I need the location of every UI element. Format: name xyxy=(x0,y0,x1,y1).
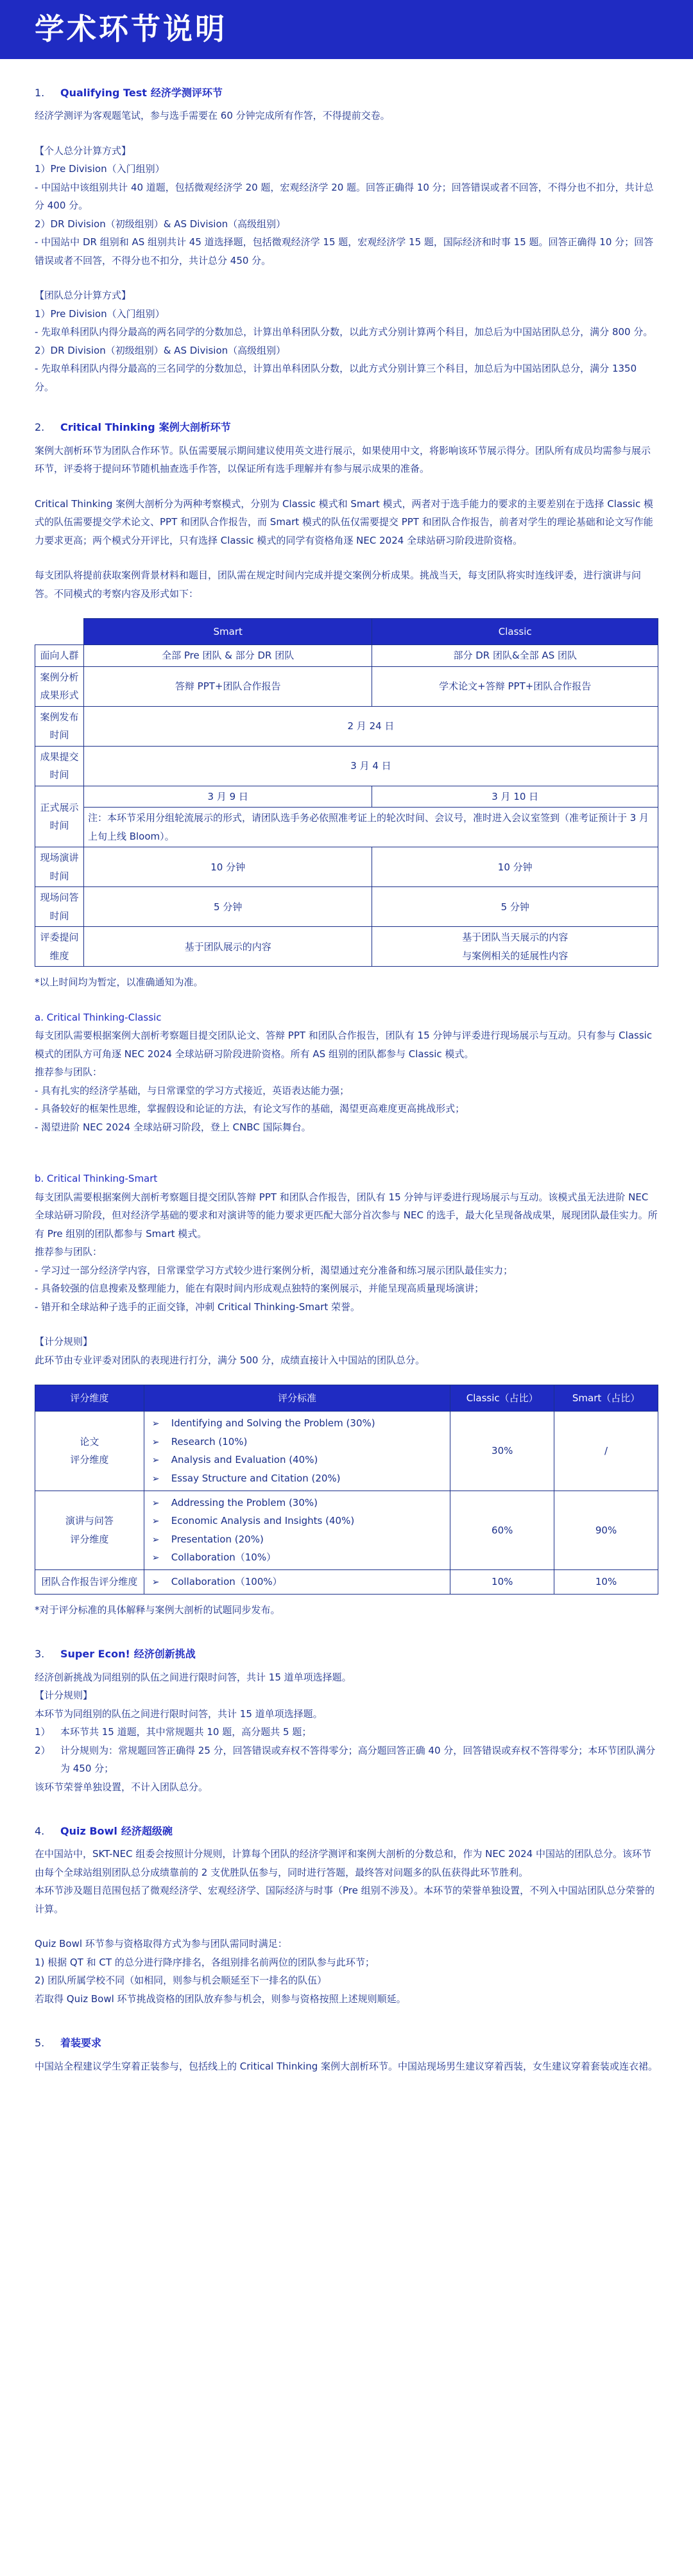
scoring-rules-heading: 【计分规则】 xyxy=(35,1336,93,1348)
deliverable-classic: 学术论文+答辩 PPT+团队合作报告 xyxy=(372,666,658,706)
dimension-presentation: 演讲与问答 评分维度 xyxy=(35,1491,144,1569)
row-label-presentation: 正式展示时间 xyxy=(35,786,84,847)
smart-heading: b. Critical Thinking-Smart xyxy=(35,1173,158,1185)
teamwork-criteria xyxy=(144,1570,450,1595)
individual-pre-division: 1）Pre Division（入门组别） xyxy=(35,163,165,175)
arrow-bullet-icon: ➢ xyxy=(151,1534,160,1545)
ct-mode-table xyxy=(35,618,658,967)
page-title: 学术环节说明 xyxy=(0,0,693,59)
individual-dr-as-desc: - 中国站中 DR 组别和 AS 组别共计 45 道选择题，包括微观经济学 15 题，宏观经济学 15 题，国际经济和时事 15 题。回答正确得 10 分；回答错误或者不回答，不得分也不扣分，共计总分 450 分。 xyxy=(35,236,654,266)
arrow-bullet-icon: ➢ xyxy=(151,1498,160,1508)
arrow-bullet-icon: ➢ xyxy=(151,1553,160,1564)
team-dr-as-desc: - 先取单科团队内得分最高的三名同学的分数加总，计算出单科团队分数，以此方式分别计算三个科目，加总后为中国站团队总分，满分 1350 分。 xyxy=(35,363,637,393)
header-smart-share: Smart（占比） xyxy=(554,1385,658,1412)
classic-rec-2: - 具备较好的框架性思维，掌握假设和论证的方法，有论文写作的基础，渴望更高难度更高挑战形式； xyxy=(35,1103,465,1115)
presentation-criteria xyxy=(144,1491,450,1569)
arrow-bullet-icon: ➢ xyxy=(151,1516,160,1527)
criteria-item: ➢ Analysis and Evaluation (40%) xyxy=(152,1451,443,1469)
teamwork-classic-share: 10% xyxy=(450,1570,554,1595)
row-label-submit: 成果提交时间 xyxy=(35,746,84,786)
criteria-item: ➢ Collaboration（100%） xyxy=(152,1573,443,1591)
row-label-deliverable: 案例分析成果形式 xyxy=(35,666,84,706)
section-3-heading: 3. Super Econ! 经济创新挑战 xyxy=(35,1648,196,1661)
scoring-note: *对于评分标准的具体解释与案例大剖析的试题同步发布。 xyxy=(35,1604,280,1616)
dress-code: 中国站全程建议学生穿着正装参与，包括线上的 Critical Thinking 案例大剖析环节。中国站现场男生建议穿着西装，女生建议穿着套装或连衣裙。 xyxy=(35,2060,658,2072)
question-scope-smart: 基于团队展示的内容 xyxy=(83,927,372,967)
criteria-item: ➢ Research (10%) xyxy=(152,1433,443,1451)
smart-rec-1: - 学习过一部分经济学内容，日常课堂学习方式较少进行案例分析，渴望通过充分准备和练习展示团队最佳实力； xyxy=(35,1264,513,1276)
header-classic: Classic xyxy=(372,619,658,645)
header-classic-share: Classic（占比） xyxy=(450,1385,554,1412)
qb-intro: 在中国站中，SKT-NEC 组委会按照计分规则，计算每个团队的经济学测评和案例大剖析的分数总和，作为 NEC 2024 中国站的团队总分。该环节由每个全球站组别团队总分成绩靠前的 2 支优胜队伍参与，同时进行答题，最终答对问题多的队伍获得此环节胜利。 xyxy=(35,1848,651,1878)
se-rules-desc: 本环节为同组别的队伍之间进行限时问答，共计 15 道单项选择题。 xyxy=(35,1707,323,1720)
section-1-heading: 1. Qualifying Test 经济学测评环节 xyxy=(35,87,223,99)
arrow-bullet-icon: ➢ xyxy=(151,1577,160,1588)
arrow-bullet-icon: ➢ xyxy=(151,1419,160,1430)
scoring-table xyxy=(35,1385,658,1594)
smart-rec-3: - 错开和全球站种子选手的正面交锋，冲刺 Critical Thinking-Smart 荣誉。 xyxy=(35,1301,360,1313)
arrow-bullet-icon: ➢ xyxy=(151,1455,160,1466)
row-label-release: 案例发布时间 xyxy=(35,706,84,746)
dimension-teamwork: 团队合作报告评分维度 xyxy=(35,1570,144,1595)
row-label-question-scope: 评委提问维度 xyxy=(35,927,84,967)
submit-date: 3 月 4 日 xyxy=(83,746,658,786)
team-score-heading: 【团队总分计算方式】 xyxy=(35,290,132,302)
individual-pre-desc: - 中国站中该组别共计 40 道题，包括微观经济学 20 题，宏观经济学 20 题。回答正确得 10 分；回答错误或者不回答，不得分也不扣分，共计总分 400 分。 xyxy=(35,181,654,212)
criteria-item: ➢ Essay Structure and Citation (20%) xyxy=(152,1469,443,1488)
speech-smart: 10 分钟 xyxy=(83,847,372,887)
criteria-item: ➢ Presentation (20%) xyxy=(152,1530,443,1549)
scoring-rules-desc: 此环节由专业评委对团队的表现进行打分，满分 500 分，成绩直接计入中国站的团队总分。 xyxy=(35,1354,425,1366)
se-rule-2: 2） 计分规则为：常规题回答正确得 25 分，回答错误或弃权不答得零分；高分题回答正确 40 分，回答错误或弃权不答得零分；本环节团队满分为 450 分； xyxy=(35,1744,656,1775)
individual-dr-as-division: 2）DR Division（初级组别）& AS Division（高级组别） xyxy=(35,218,286,230)
header-smart: Smart xyxy=(83,619,372,645)
se-rules-heading: 【计分规则】 xyxy=(35,1690,93,1702)
criteria-item: ➢ Economic Analysis and Insights (40%) xyxy=(152,1512,443,1530)
team-dr-as-division: 2）DR Division（初级组别）& AS Division（高级组别） xyxy=(35,344,286,356)
ct-intro: 案例大剖析环节为团队合作环节。队伍需要展示期间建议使用英文进行展示，如果使用中文，将影响该环节展示得分。团队所有成员均需参与展示环节，评委将于提问环节随机抽查选手作答，以保证所有选手理解并有参与展示成果的准备。 xyxy=(35,444,651,475)
se-honor-note: 该环节荣誉单独设置，不计入团队总分。 xyxy=(35,1781,209,1793)
criteria-item: ➢ Addressing the Problem (30%) xyxy=(152,1494,443,1512)
table-note: *以上时间均为暂定，以准确通知为准。 xyxy=(35,976,203,989)
team-pre-division: 1）Pre Division（入门组别） xyxy=(35,307,165,320)
row-label-audience: 面向人群 xyxy=(35,645,84,667)
individual-score-heading: 【个人总分计算方式】 xyxy=(35,144,132,157)
presentation-note: 注：本环节采用分组轮流展示的形式，请团队选手务必依照准考证上的轮次时间、会议号，准时进入会议室签到（准考证预计于 3 月上旬上线 Bloom）。 xyxy=(83,808,658,847)
row-label-qa: 现场问答时间 xyxy=(35,887,84,927)
deliverable-smart: 答辩 PPT+团队合作报告 xyxy=(83,666,372,706)
section-2-heading: 2. Critical Thinking 案例大剖析环节 xyxy=(35,421,231,434)
header-standard: 评分标准 xyxy=(144,1385,450,1412)
section-5-heading: 5. 着装要求 xyxy=(35,2037,102,2050)
question-scope-classic: 基于团队当天展示的内容 与案例相关的延展性内容 xyxy=(372,927,658,967)
qb-eligibility: Quiz Bowl 环节参与资格取得方式为参与团队需同时满足： xyxy=(35,1938,287,1950)
essay-smart-share: / xyxy=(554,1412,658,1491)
audience-classic: 部分 DR 团队&全部 AS 团队 xyxy=(372,645,658,667)
criteria-item: ➢ Identifying and Solving the Problem (30%) xyxy=(152,1414,443,1433)
qb-forfeit-note: 若取得 Quiz Bowl 环节挑战资格的团队放弃参与机会，则参与资格按照上述规则顺延。 xyxy=(35,1993,406,2005)
qa-smart: 5 分钟 xyxy=(83,887,372,927)
presentation-classic-share: 60% xyxy=(450,1491,554,1569)
row-label-speech: 现场演讲时间 xyxy=(35,847,84,887)
classic-rec-1: - 具有扎实的经济学基础，与日常课堂的学习方式接近，英语表达能力强； xyxy=(35,1084,350,1096)
smart-recommend: 推荐参与团队： xyxy=(35,1246,103,1258)
arrow-bullet-icon: ➢ xyxy=(151,1474,160,1485)
qa-classic: 5 分钟 xyxy=(372,887,658,927)
qt-intro: 经济学测评为客观题笔试，参与选手需要在 60 分钟完成所有作答，不得提前交卷。 xyxy=(35,110,390,122)
dimension-essay: 论文 评分维度 xyxy=(35,1412,144,1491)
qb-eligibility-1: 1) 根据 QT 和 CT 的总分进行降序排名，各组别排名前两位的团队参与此环节； xyxy=(35,1956,375,1968)
qb-scope: 本环节涉及题目范围包括了微观经济学、宏观经济学、国际经济与时事（Pre 组别不涉及）。本环节的荣誉单独设置，不列入中国站团队总分荣誉的计算。 xyxy=(35,1885,655,1915)
smart-desc: 每支团队需要根据案例大剖析考察题目提交团队答辩 PPT 和团队合作报告，团队有 15 分钟与评委进行现场展示与互动。该模式虽无法进阶 NEC 全球站研习阶段，但对经济学基础的要求和对演讲等的能力要求更匹配大部分首次参与 NEC 的选手，最大化呈现备战成果，展现团队最佳实力。所有 Pre 组别的团队都参与 Smart 模式。 xyxy=(35,1191,658,1240)
document-body xyxy=(0,59,693,2101)
classic-heading: a. Critical Thinking-Classic xyxy=(35,1011,162,1023)
arrow-bullet-icon: ➢ xyxy=(151,1437,160,1448)
audience-smart: 全部 Pre 团队 & 部分 DR 团队 xyxy=(83,645,372,667)
se-rule-1: 1） 本环节共 15 道题，其中常规题共 10 题，高分题共 5 题； xyxy=(35,1726,312,1738)
section-4-heading: 4. Quiz Bowl 经济超级碗 xyxy=(35,1825,173,1838)
essay-criteria xyxy=(144,1412,450,1491)
header-dimension: 评分维度 xyxy=(35,1385,144,1412)
speech-classic: 10 分钟 xyxy=(372,847,658,887)
criteria-item: ➢ Collaboration（10%） xyxy=(152,1548,443,1567)
presentation-smart-date: 3 月 9 日 xyxy=(83,786,372,808)
ct-format: 每支团队将提前获取案例背景材料和题目，团队需在规定时间内完成并提交案例分析成果。挑战当天，每支团队将实时连线评委，进行演讲与问答。不同模式的考察内容及形式如下： xyxy=(35,569,642,600)
release-date: 2 月 24 日 xyxy=(83,706,658,746)
teamwork-smart-share: 10% xyxy=(554,1570,658,1595)
presentation-classic-date: 3 月 10 日 xyxy=(372,786,658,808)
se-intro: 经济创新挑战为同组别的队伍之间进行限时问答，共计 15 道单项选择题。 xyxy=(35,1671,352,1683)
classic-rec-3: - 渴望进阶 NEC 2024 全球站研习阶段，登上 CNBC 国际舞台。 xyxy=(35,1121,311,1133)
qb-eligibility-2: 2) 团队所属学校不同（如相同，则参与机会顺延至下一排名的队伍） xyxy=(35,1975,327,1987)
table-corner xyxy=(35,619,84,645)
essay-classic-share: 30% xyxy=(450,1412,554,1491)
smart-rec-2: - 具备较强的信息搜索及整理能力，能在有限时间内形成观点独特的案例展示，并能呈现高质量现场演讲； xyxy=(35,1283,484,1295)
ct-modes: Critical Thinking 案例大剖析分为两种考察模式，分别为 Classic 模式和 Smart 模式，两者对于选手能力的要求的主要差别在于选择 Classic 模式的队伍需要提交学术论文、PPT 和团队合作报告，而 Smart 模式的队伍仅需要提交 PPT 和团队合作报告，前者对学生的理论基础和论文写作能力要求更高；两个模式分开评比，只有选择 Classic 模式的同学有资格角逐 NEC 2024 全球站研习阶段进阶资格。 xyxy=(35,497,653,546)
classic-recommend: 推荐参与团队： xyxy=(35,1066,103,1078)
team-pre-desc: - 先取单科团队内得分最高的两名同学的分数加总，计算出单科团队分数，以此方式分别计算两个科目，加总后为中国站团队总分，满分 800 分。 xyxy=(35,326,653,338)
classic-desc: 每支团队需要根据案例大剖析考察题目提交团队论文、答辩 PPT 和团队合作报告，团队有 15 分钟与评委进行现场展示与互动。只有参与 Classic 模式的团队方可角逐 NEC 2024 全球站研习阶段进阶资格。所有 AS 组别的团队都参与 Classic 模式。 xyxy=(35,1030,653,1060)
presentation-smart-share: 90% xyxy=(554,1491,658,1569)
